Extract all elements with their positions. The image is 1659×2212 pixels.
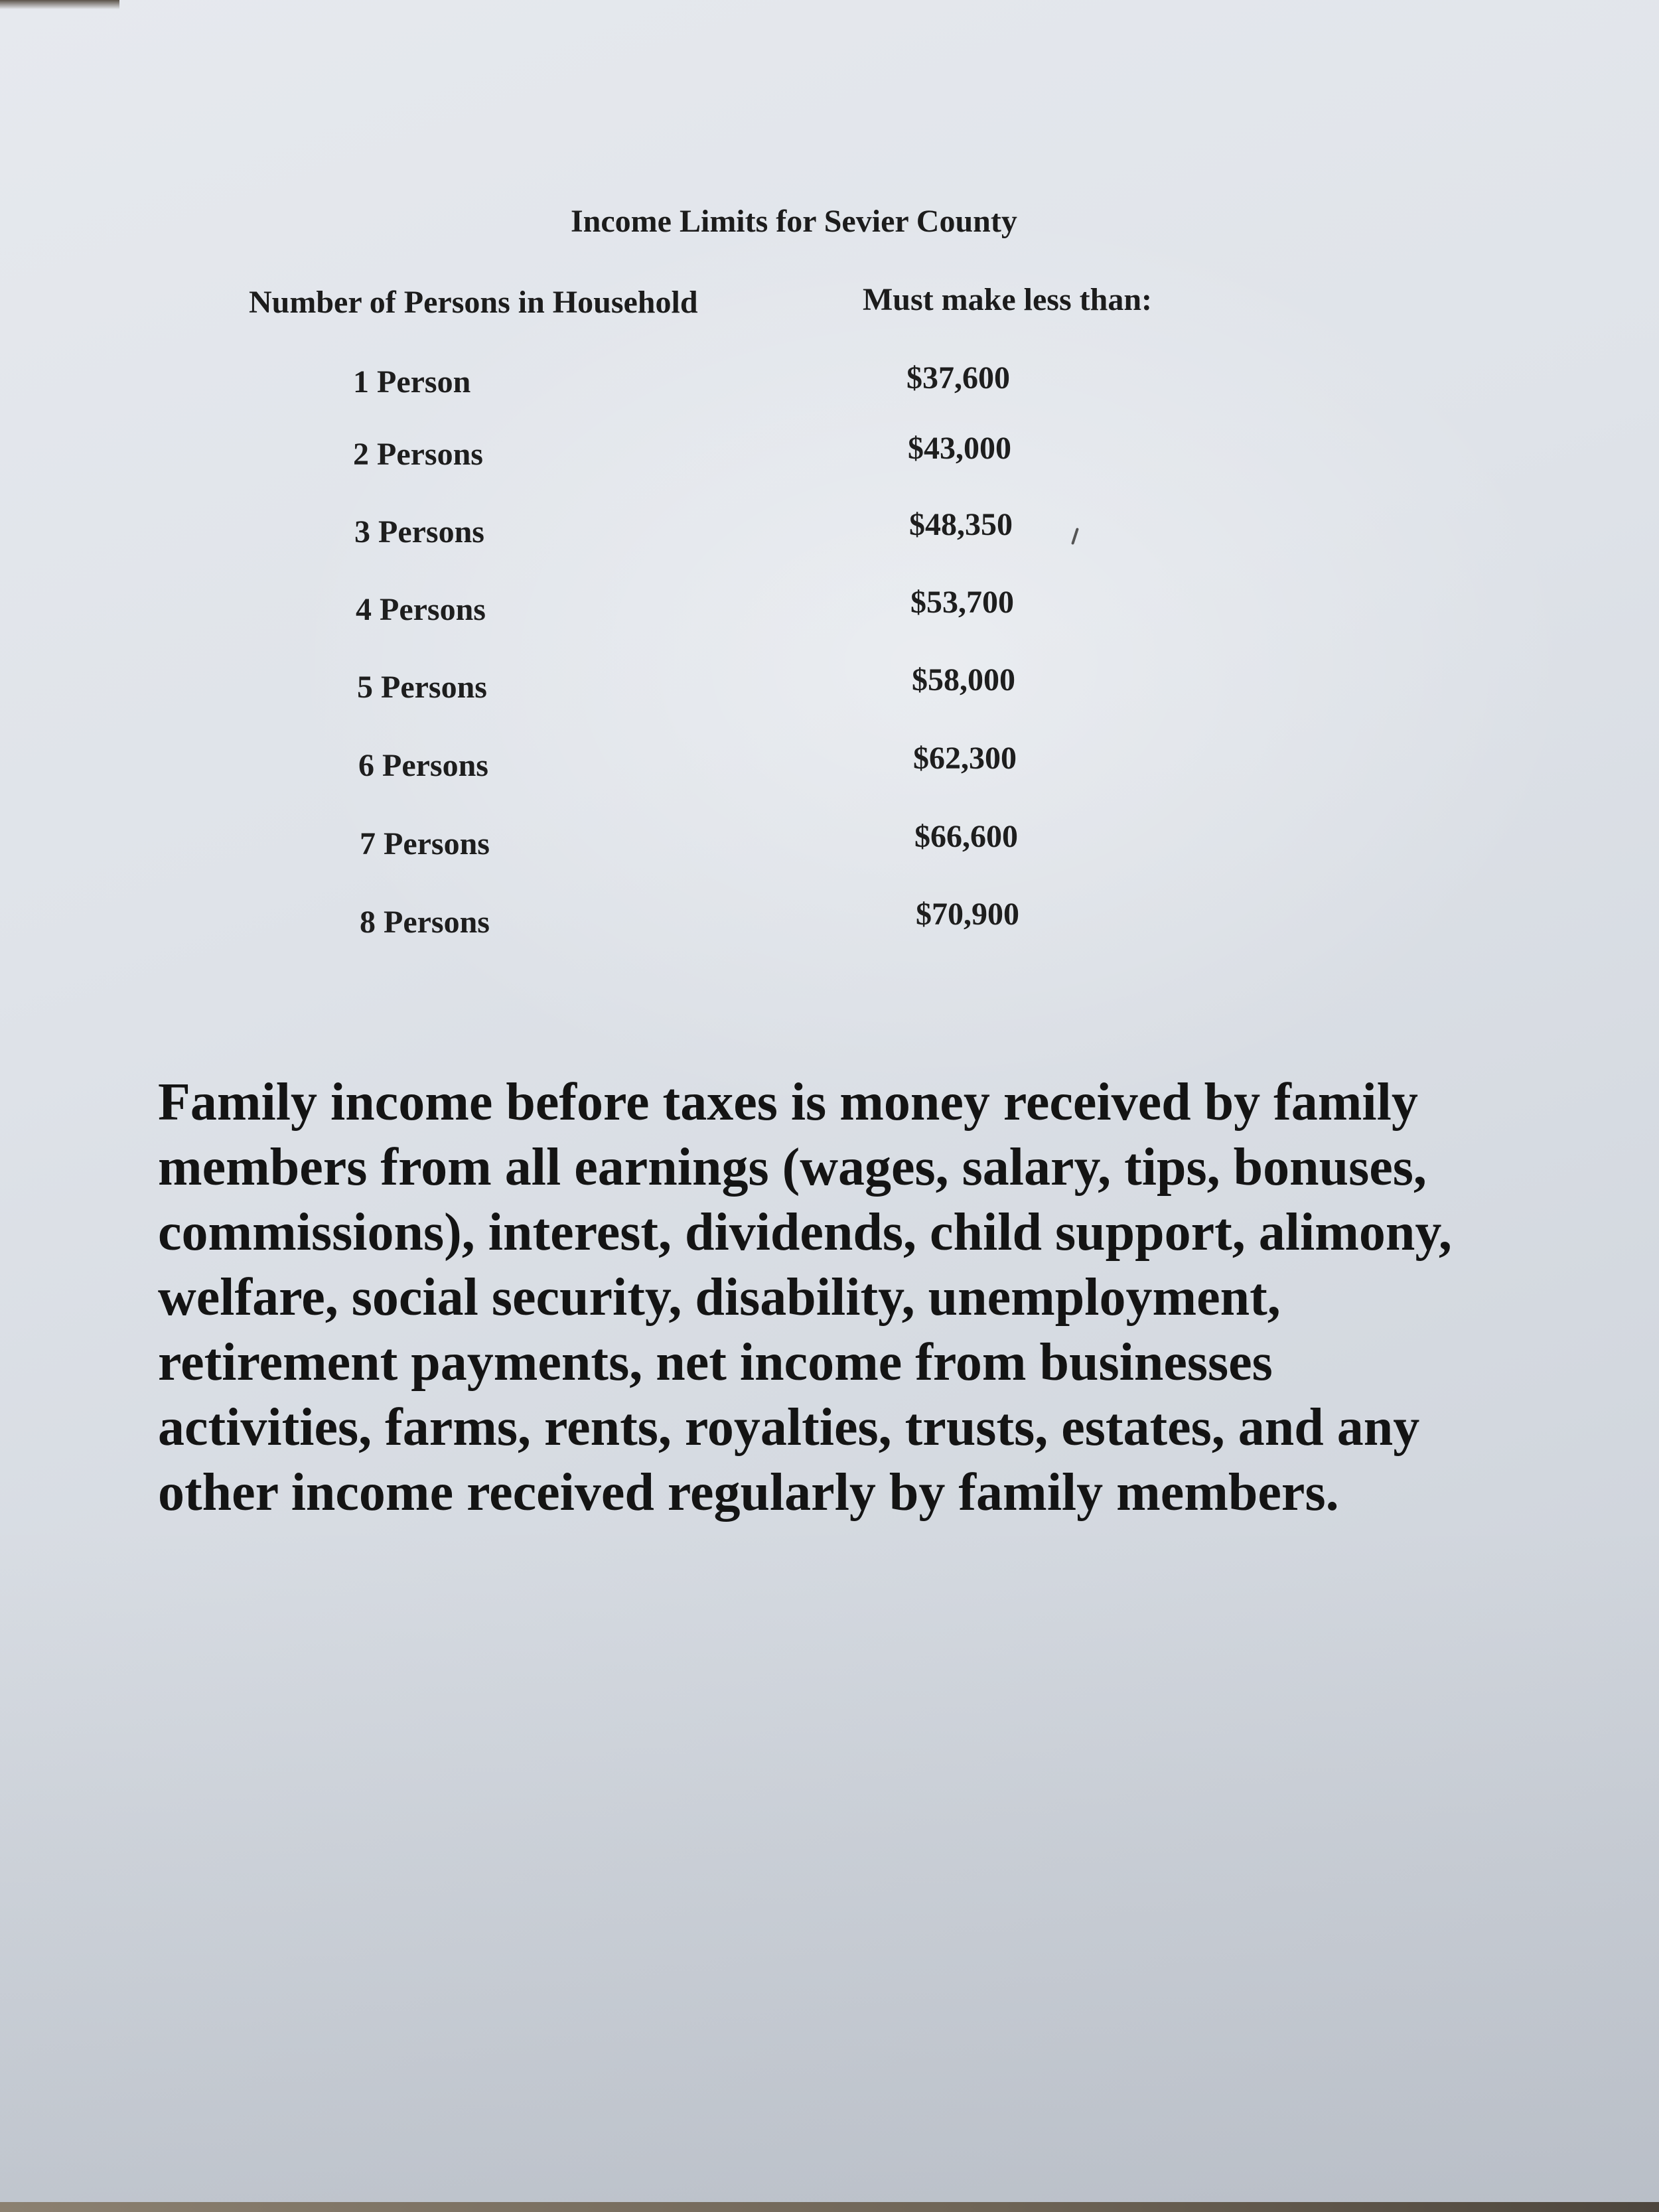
row-5-persons: 5 Persons — [357, 670, 487, 705]
row-4-limit: $53,700 — [910, 585, 1014, 620]
paragraph-line: Family income before taxes is money received by family — [158, 1073, 1418, 1132]
table-surface-corner — [0, 0, 119, 9]
row-3-limit: $48,350 — [909, 507, 1013, 542]
row-6-limit: $62,300 — [913, 741, 1017, 776]
paragraph-line: welfare, social security, disability, unemployment, — [158, 1268, 1281, 1327]
column-header-persons: Number of Persons in Household — [249, 285, 698, 320]
row-7-persons: 7 Persons — [360, 826, 490, 861]
row-5-limit: $58,000 — [912, 662, 1015, 698]
row-3-persons: 3 Persons — [354, 514, 484, 550]
income-definition-paragraph — [158, 1070, 1585, 1525]
pen-mark — [1071, 528, 1079, 545]
row-7-limit: $66,600 — [914, 819, 1018, 854]
column-header-limit: Must make less than: — [863, 282, 1153, 317]
row-2-limit: $43,000 — [908, 431, 1011, 466]
paragraph-line: other income received regularly by family members. — [158, 1463, 1339, 1522]
paragraph-line: retirement payments, net income from businesses — [158, 1333, 1273, 1392]
row-1-limit: $37,600 — [906, 360, 1010, 396]
table-surface-bottom — [0, 2202, 1659, 2212]
paragraph-line: members from all earnings (wages, salary, tips, bonuses, — [158, 1138, 1427, 1197]
row-4-persons: 4 Persons — [356, 592, 486, 627]
row-2-persons: 2 Persons — [353, 437, 483, 472]
row-8-limit: $70,900 — [916, 897, 1019, 932]
document-title: Income Limits for Sevier County — [571, 204, 1017, 239]
paragraph-line: activities, farms, rents, royalties, trusts, estates, and any — [158, 1398, 1420, 1457]
row-1-persons: 1 Person — [353, 364, 471, 400]
paper-shadow — [0, 1526, 1659, 2212]
paragraph-line: commissions), interest, dividends, child support, alimony, — [158, 1203, 1452, 1262]
row-8-persons: 8 Persons — [360, 905, 490, 940]
row-6-persons: 6 Persons — [358, 748, 488, 783]
